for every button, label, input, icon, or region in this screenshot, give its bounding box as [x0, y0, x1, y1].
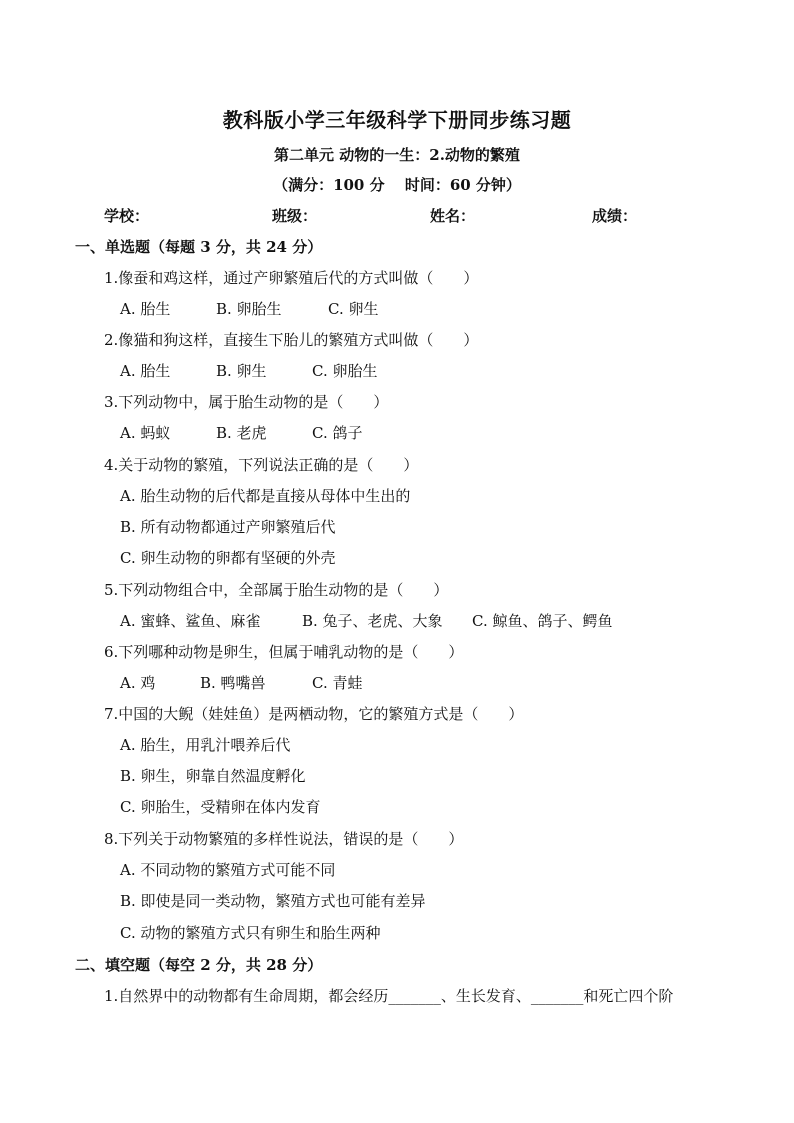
class-label: 班级：	[272, 207, 318, 225]
school-label: 学校：	[104, 207, 150, 225]
student-info-row	[0, 205, 794, 227]
option: B. 即使是同一类动物，繁殖方式也可能有差异	[120, 892, 426, 910]
option: C. 卵胎生，受精卵在体内发育	[120, 798, 321, 816]
option: C. 卵生	[328, 300, 379, 318]
fill-in-question-1: 1.自然界中的动物都有生命周期，都会经历_______、生长发育、_______和死亡四个阶	[104, 987, 674, 1005]
option: B. 所有动物都通过产卵繁殖后代	[120, 518, 336, 536]
option: B. 兔子、老虎、大象	[302, 612, 443, 630]
question-8: 8.下列关于动物繁殖的多样性说法，错误的是（ ）	[104, 830, 464, 848]
option: A. 鸡	[120, 674, 156, 692]
option: C. 卵胎生	[312, 362, 378, 380]
option: C. 卵生动物的卵都有坚硬的外壳	[120, 549, 336, 567]
question-3: 3.下列动物中，属于胎生动物的是（ ）	[104, 393, 389, 411]
question-6: 6.下列哪种动物是卵生，但属于哺乳动物的是（ ）	[104, 643, 464, 661]
page-subtitle: 第二单元 动物的一生：2.动物的繁殖	[274, 146, 520, 164]
option: A. 蜜蜂、鲨鱼、麻雀	[120, 612, 261, 630]
question-7: 7.中国的大鲵（娃娃鱼）是两栖动物，它的繁殖方式是（ ）	[104, 705, 524, 723]
exam-meta: （满分：100 分 时间：60 分钟）	[273, 176, 521, 194]
question-2: 2.像猫和狗这样，直接生下胎儿的繁殖方式叫做（ ）	[104, 331, 479, 349]
section-title-single-choice: 一、单选题（每题 3 分，共 24 分）	[75, 238, 323, 256]
option: C. 动物的繁殖方式只有卵生和胎生两种	[120, 924, 381, 942]
option: A. 胎生	[120, 300, 171, 318]
question-5: 5.下列动物组合中，全部属于胎生动物的是（ ）	[104, 581, 449, 599]
question-1: 1.像蚕和鸡这样，通过产卵繁殖后代的方式叫做（ ）	[104, 269, 479, 287]
question-4: 4.关于动物的繁殖，下列说法正确的是（ ）	[104, 456, 419, 474]
option: B. 卵生，卵靠自然温度孵化	[120, 767, 306, 785]
option: B. 鸭嘴兽	[200, 674, 266, 692]
option: A. 胎生，用乳汁喂养后代	[120, 736, 291, 754]
option: C. 鲸鱼、鸽子、鳄鱼	[472, 612, 613, 630]
option: B. 卵生	[216, 362, 267, 380]
option: A. 蚂蚁	[120, 424, 171, 442]
option: B. 老虎	[216, 424, 267, 442]
option: A. 胎生动物的后代都是直接从母体中生出的	[120, 487, 411, 505]
score-label: 成绩：	[592, 207, 638, 225]
option: C. 鸽子	[312, 424, 363, 442]
option: C. 青蛙	[312, 674, 363, 692]
option: B. 卵胎生	[216, 300, 282, 318]
name-label: 姓名：	[430, 207, 476, 225]
option: A. 胎生	[120, 362, 171, 380]
page-title: 教科版小学三年级科学下册同步练习题	[222, 108, 572, 132]
section-title-fill-in: 二、填空题（每空 2 分，共 28 分）	[75, 956, 323, 974]
option: A. 不同动物的繁殖方式可能不同	[120, 861, 336, 879]
